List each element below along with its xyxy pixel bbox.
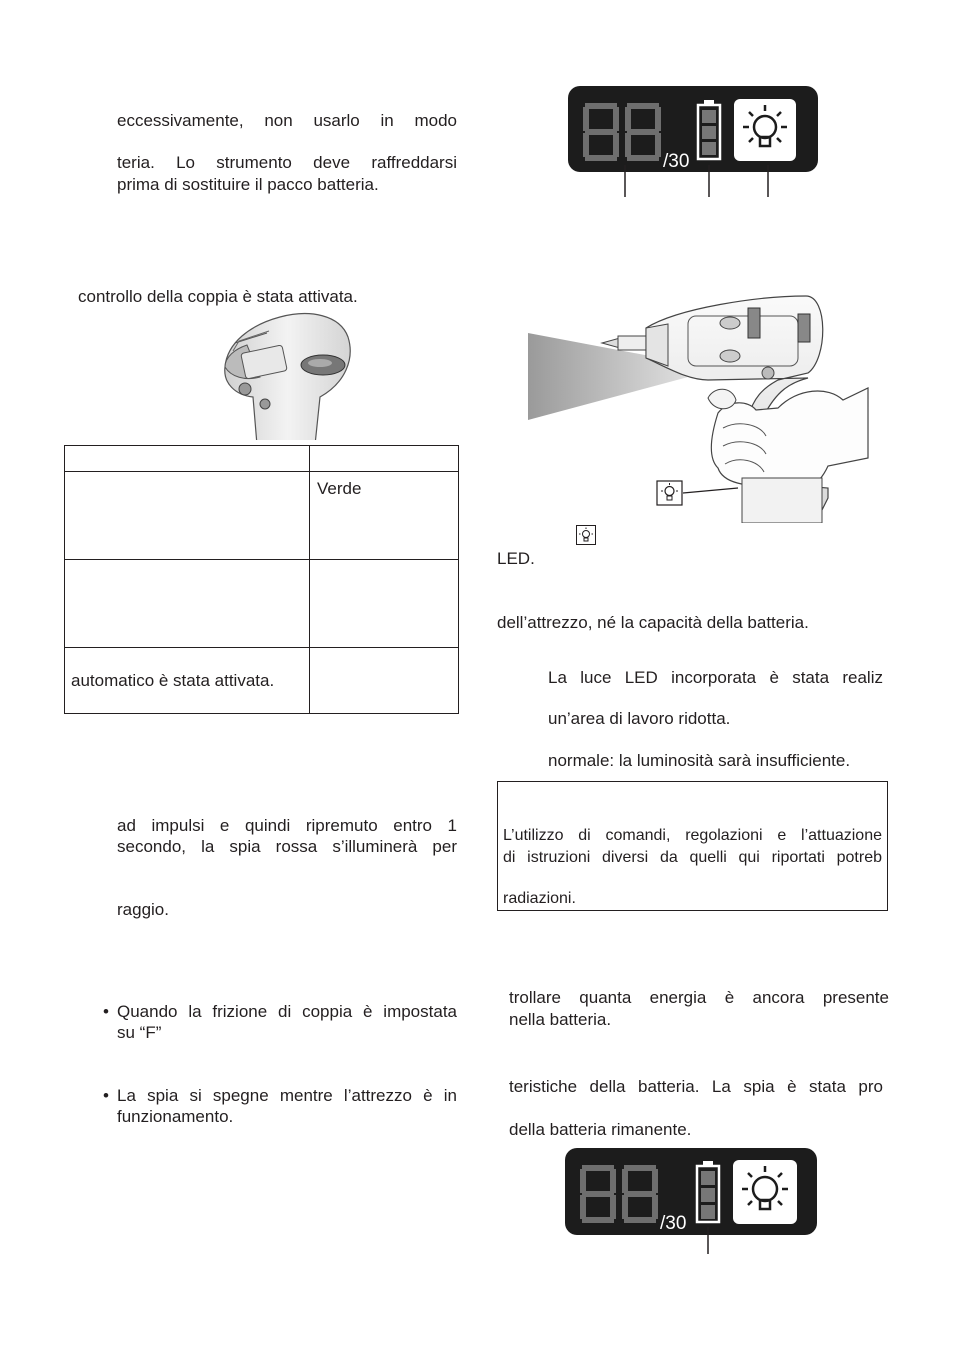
paragraph-line: teria. Lo strumento deve raffreddarsi bbox=[117, 153, 457, 172]
warning-line: radiazioni. bbox=[503, 890, 576, 907]
bullet-line: Quando la frizione di coppia è impostata bbox=[117, 1002, 457, 1021]
table-cell bbox=[310, 648, 459, 714]
paragraph-line: della batteria rimanente. bbox=[509, 1120, 692, 1139]
paragraph-line: eccessivamente, non usarlo in modo bbox=[117, 111, 457, 130]
display-panel-top bbox=[567, 85, 819, 200]
paragraph-line: LED. bbox=[497, 549, 535, 568]
bullet-symbol: • bbox=[103, 1002, 109, 1021]
table-cell bbox=[65, 560, 310, 648]
paragraph-line: secondo, la spia rossa s’illuminerà per bbox=[117, 837, 457, 856]
light-bulb-icon bbox=[734, 99, 796, 161]
table-cell bbox=[65, 446, 310, 472]
table-cell: automatico è stata attivata. bbox=[65, 648, 310, 714]
note-line: un’area di lavoro ridotta. bbox=[548, 709, 731, 728]
paragraph-line: nella batteria. bbox=[509, 1010, 612, 1029]
table-cell bbox=[310, 446, 459, 472]
paragraph-line: dell’attrezzo, né la capacità della batteria. bbox=[497, 613, 809, 632]
bullet-line: La spia si spegne mentre l’attrezzo è in bbox=[117, 1086, 457, 1105]
bullet-symbol: • bbox=[103, 1086, 109, 1105]
table-cell bbox=[65, 472, 310, 560]
fraction-label: /30 bbox=[663, 151, 690, 172]
warning-line: L’utilizzo di comandi, regolazioni e l’attuazione bbox=[503, 827, 882, 844]
warning-line: di istruzioni diversi da quelli qui riportati potreb bbox=[503, 849, 882, 866]
paragraph-line: prima di sostituire il pacco batteria. bbox=[117, 175, 379, 194]
note-line: La luce LED incorporata è stata realiz bbox=[548, 668, 883, 687]
display-panel-bottom bbox=[564, 1147, 818, 1257]
paragraph-line: controllo della coppia è stata attivata. bbox=[78, 287, 358, 306]
status-table bbox=[64, 445, 459, 714]
paragraph-line: raggio. bbox=[117, 900, 169, 919]
light-bulb-icon bbox=[576, 525, 597, 546]
paragraph-line: ad impulsi e quindi ripremuto entro 1 bbox=[117, 816, 457, 835]
table-cell bbox=[310, 560, 459, 648]
paragraph-line: trollare quanta energia è ancora presente bbox=[509, 988, 889, 1007]
table-cell-color: Verde bbox=[310, 472, 459, 560]
tool-rear-illustration bbox=[205, 305, 355, 440]
bullet-line: funzionamento. bbox=[117, 1107, 234, 1126]
warning-box bbox=[497, 781, 888, 911]
fraction-label: /30 bbox=[660, 1213, 687, 1234]
note-line: normale: la luminosità sarà insufficiente. bbox=[548, 751, 851, 770]
light-bulb-icon bbox=[657, 481, 682, 505]
bullet-line: su “F” bbox=[117, 1023, 162, 1042]
paragraph-line: teristiche della batteria. La spia è stata pro bbox=[509, 1077, 883, 1096]
light-bulb-icon bbox=[733, 1160, 797, 1224]
impact-driver-illustration bbox=[528, 288, 873, 523]
